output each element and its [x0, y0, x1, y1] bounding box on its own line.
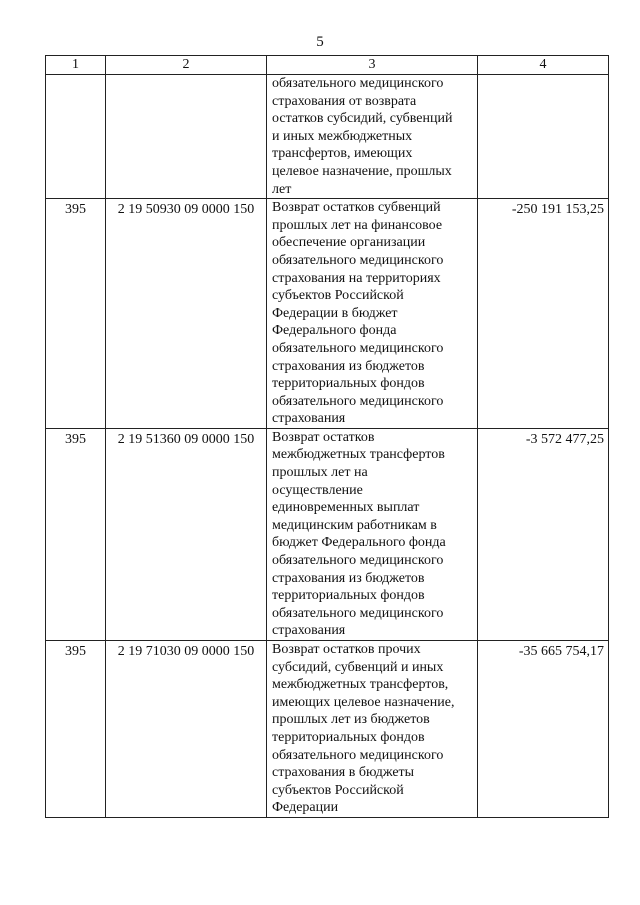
description-cell	[267, 199, 478, 429]
admin-cell	[46, 75, 106, 199]
amount-cell	[478, 75, 609, 199]
table-row	[46, 199, 609, 429]
description-line: страхования	[272, 623, 346, 639]
description-line: имеющих целевое назначение,	[272, 694, 455, 710]
description-line: обеспечение организации	[272, 235, 426, 251]
description-line: субъектов Российской	[272, 288, 404, 304]
table-row	[46, 641, 609, 818]
description-line: страхования из бюджетов	[272, 570, 425, 586]
description-line: территориальных фондов	[272, 729, 425, 745]
description-line: обязательного медицинского	[272, 747, 444, 763]
description-line: страхования из бюджетов	[272, 358, 425, 374]
budget-table	[45, 55, 609, 818]
page-number: 5	[316, 34, 324, 50]
description-line: целевое назначение, прошлых	[272, 163, 452, 179]
column-header-4: 4	[478, 56, 609, 75]
admin-code-cell: 395	[46, 199, 106, 429]
description-line: Федерального фонда	[272, 323, 397, 339]
description-line: Возврат остатков субвенций	[272, 200, 441, 216]
description-line: медицинским работникам в	[272, 517, 437, 533]
table-row-continuation	[46, 75, 609, 199]
table-header-row	[46, 56, 609, 75]
description-line: Возврат остатков прочих	[272, 642, 421, 657]
budget-code-cell: 2 19 71030 09 0000 150	[106, 641, 267, 818]
admin-code-cell: 395	[46, 641, 106, 818]
description-line: страхования в бюджеты	[272, 765, 415, 781]
description-line: страхования на территориях	[272, 270, 441, 286]
description-cell	[267, 428, 478, 640]
budget-code-cell: 2 19 50930 09 0000 150	[106, 199, 267, 429]
description-line: обязательного медицинского	[272, 76, 444, 91]
description-line: межбюджетных трансфертов,	[272, 677, 449, 693]
description-line: территориальных фондов	[272, 376, 425, 392]
description-line: Возврат остатков	[272, 429, 375, 445]
description-line: страхования	[272, 411, 346, 427]
description-line: бюджет Федерального фонда	[272, 535, 446, 551]
description-line: субсидий, субвенций и иных	[272, 659, 444, 675]
description-line: обязательного медицинского	[272, 605, 444, 621]
description-line: субъектов Российской	[272, 782, 404, 798]
description-line: межбюджетных трансфертов	[272, 447, 445, 463]
description-cell	[267, 641, 478, 818]
code-cell	[106, 75, 267, 199]
description-line: остатков субсидий, субвенций	[272, 111, 453, 127]
description-line: Федерации	[272, 800, 339, 816]
column-header-1: 1	[46, 56, 106, 75]
description-line: обязательного медицинского	[272, 393, 444, 409]
budget-code-cell: 2 19 51360 09 0000 150	[106, 428, 267, 640]
description-line: единовременных выплат	[272, 500, 420, 516]
amount-cell: -250 191 153,25	[478, 199, 609, 429]
column-header-3: 3	[267, 56, 478, 75]
admin-code-cell: 395	[46, 428, 106, 640]
description-line: прошлых лет на	[272, 465, 368, 481]
description-line: страхования от возврата	[272, 93, 417, 109]
description-line: лет	[272, 181, 292, 197]
amount-cell: -35 665 754,17	[478, 641, 609, 818]
description-line: прошлых лет на финансовое	[272, 217, 443, 233]
table-row	[46, 428, 609, 640]
description-line: прошлых лет из бюджетов	[272, 712, 430, 728]
column-header-2: 2	[106, 56, 267, 75]
description-cell	[267, 75, 478, 199]
description-line: Федерации в бюджет	[272, 305, 398, 321]
description-line: обязательного медицинского	[272, 553, 444, 569]
description-line: территориальных фондов	[272, 588, 425, 604]
description-line: обязательного медицинского	[272, 252, 444, 268]
description-line: обязательного медицинского	[272, 340, 444, 356]
amount-cell: -3 572 477,25	[478, 428, 609, 640]
description-line: трансфертов, имеющих	[272, 146, 413, 162]
description-line: осуществление	[272, 482, 363, 498]
description-line: и иных межбюджетных	[272, 128, 413, 144]
